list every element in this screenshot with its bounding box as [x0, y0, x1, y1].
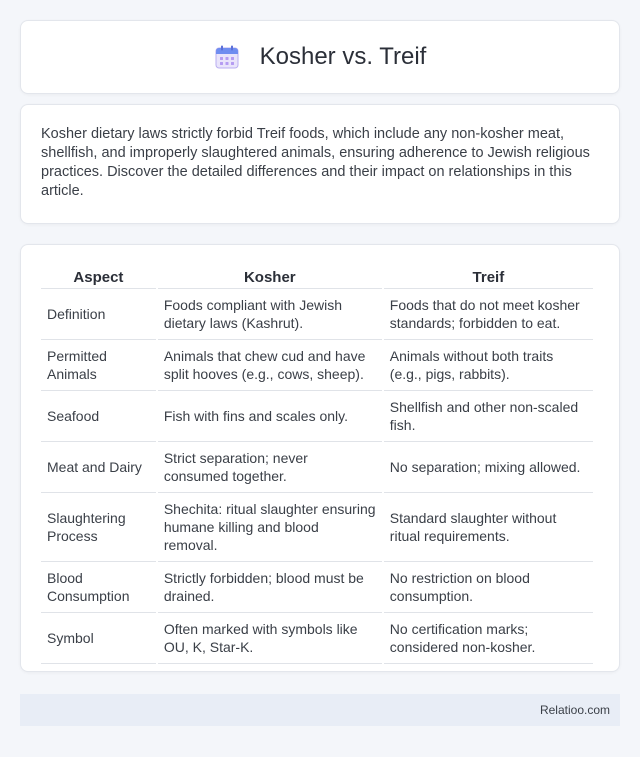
column-header-aspect: Aspect — [41, 263, 156, 289]
table-row — [41, 391, 593, 442]
table-row — [41, 442, 593, 493]
row-aspect: Seafood — [41, 391, 156, 442]
intro-card — [20, 104, 620, 224]
footer-brand[interactable]: Relatioo.com — [539, 703, 610, 717]
row-aspect: Symbol — [41, 613, 156, 664]
column-header-treif: Treif — [384, 263, 593, 289]
table-row — [41, 340, 593, 391]
row-aspect: Permitted Animals — [41, 340, 156, 391]
row-aspect: Definition — [41, 289, 156, 340]
row-kosher: Foods compliant with Jewish dietary laws (Kashrut). — [158, 289, 382, 340]
table-row — [41, 562, 593, 613]
row-treif: Shellfish and other non-scaled fish. — [384, 391, 593, 442]
table-row — [41, 289, 593, 340]
comparison-table — [39, 263, 595, 664]
intro-text: Kosher dietary laws strictly forbid Treif foods, which include any non-kosher meat, shellfish, and improperly slaughtered animals, ensuring adherence to Jewish religious practices. Discover the detailed differences and their impact on relationships in this article. — [41, 126, 590, 199]
page-title: Kosher vs. Treif — [259, 43, 427, 70]
row-aspect: Blood Consumption — [41, 562, 156, 613]
column-header-kosher: Kosher — [158, 263, 382, 289]
row-kosher: Strictly forbidden; blood must be drained. — [158, 562, 382, 613]
row-treif: No separation; mixing allowed. — [384, 442, 593, 493]
row-treif: No restriction on blood consumption. — [384, 562, 593, 613]
row-kosher: Strict separation; never consumed together. — [158, 442, 382, 493]
row-aspect: Slaughtering Process — [41, 493, 156, 562]
calendar-icon — [214, 44, 240, 70]
footer — [20, 694, 620, 726]
row-kosher: Fish with fins and scales only. — [158, 391, 382, 442]
table-header-row — [41, 263, 593, 289]
title-card — [20, 20, 620, 94]
row-treif: No certification marks; considered non-kosher. — [384, 613, 593, 664]
row-kosher: Often marked with symbols like OU, K, Star-K. — [158, 613, 382, 664]
row-kosher: Animals that chew cud and have split hooves (e.g., cows, sheep). — [158, 340, 382, 391]
row-aspect: Meat and Dairy — [41, 442, 156, 493]
table-row — [41, 613, 593, 664]
comparison-card — [20, 244, 620, 672]
row-treif: Standard slaughter without ritual requirements. — [384, 493, 593, 562]
table-row — [41, 493, 593, 562]
row-treif: Foods that do not meet kosher standards; forbidden to eat. — [384, 289, 593, 340]
row-kosher: Shechita: ritual slaughter ensuring humane killing and blood removal. — [158, 493, 382, 562]
row-treif: Animals without both traits (e.g., pigs, rabbits). — [384, 340, 593, 391]
